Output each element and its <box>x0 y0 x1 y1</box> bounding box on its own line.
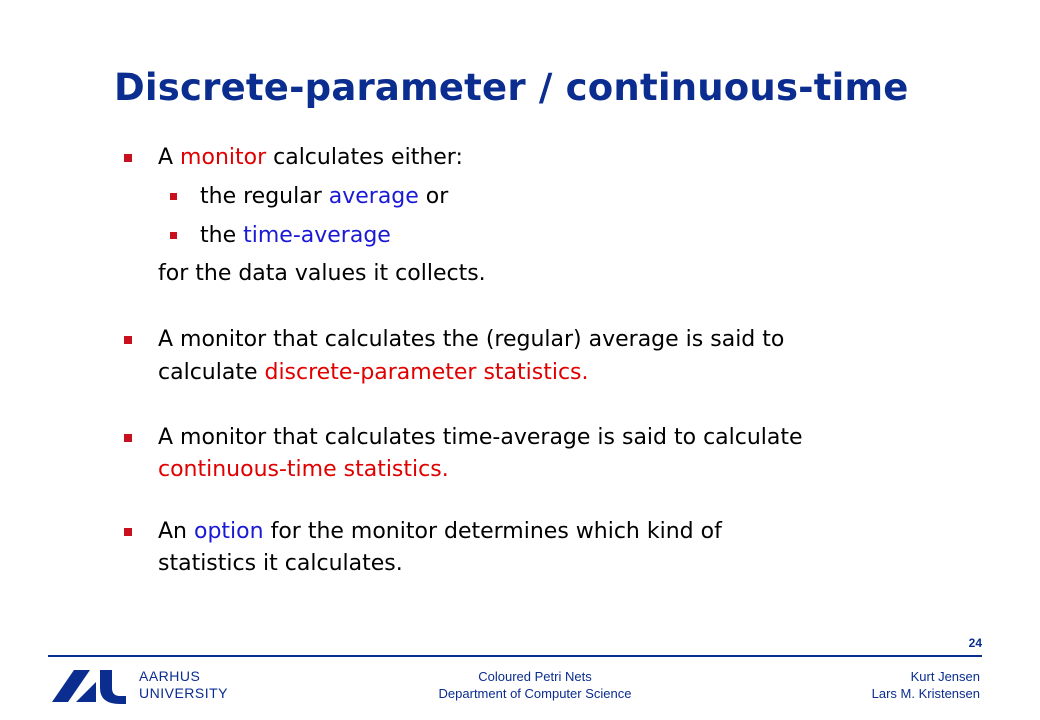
sub-bullet-2-text <box>200 221 391 251</box>
bullet-marker <box>124 434 132 442</box>
sub-bullet-marker <box>170 232 177 239</box>
bullet-3-line-1: A monitor that calculates time-average is said to calculate <box>158 425 803 450</box>
bullet-2-line-1: A monitor that calculates the (regular) average is said to <box>158 327 785 352</box>
sub-bullet-marker <box>170 193 177 200</box>
au-logo-mark-icon <box>52 666 132 706</box>
bullet-marker <box>124 154 132 162</box>
logo-text <box>139 668 228 702</box>
bullet-1-pre: A <box>158 145 181 170</box>
sub-bullet-1-pre: the regular <box>200 184 329 209</box>
page-number: 24 <box>968 636 982 650</box>
sub-bullet-2-pre: the <box>200 223 244 248</box>
bullet-1-continuation: for the data values it collects. <box>158 261 486 286</box>
footer-department: Department of Computer Science <box>438 686 632 701</box>
bullet-1-post: calculates either: <box>266 145 463 170</box>
bullet-1-highlight: monitor <box>180 145 267 170</box>
footer-course-title: Coloured Petri Nets <box>478 669 592 684</box>
bullet-2-pre: calculate <box>158 360 265 385</box>
footer-author-2: Lars M. Kristensen <box>871 686 980 701</box>
bullet-marker <box>124 336 132 344</box>
sub-bullet-1-highlight: average <box>328 184 419 209</box>
sub-bullet-2-highlight: time-average <box>243 223 391 248</box>
sub-bullet-1-text <box>200 182 448 212</box>
footer-authors <box>872 668 980 702</box>
bullet-4-pre: An <box>158 519 194 544</box>
bullet-2-line-2 <box>158 358 589 388</box>
logo-text-line-2: UNIVERSITY <box>139 685 229 701</box>
footer-author-1: Kurt Jensen <box>910 669 980 684</box>
bullet-4-post: for the monitor determines which kind of <box>263 519 722 544</box>
bullet-4-highlight: option <box>194 519 264 544</box>
slide-title: Discrete-parameter / continuous-time <box>114 66 909 109</box>
bullet-marker <box>124 528 132 536</box>
bullet-1-text <box>158 143 463 173</box>
footer-divider <box>48 655 982 657</box>
footer-center <box>380 668 690 702</box>
bullet-4-line-1 <box>158 517 722 547</box>
bullet-2-highlight: discrete-parameter statistics. <box>264 360 589 385</box>
bullet-4-line-2: statistics it calculates. <box>158 551 403 576</box>
logo-text-line-1: AARHUS <box>139 668 201 684</box>
bullet-3-highlight: continuous-time statistics. <box>158 457 449 482</box>
sub-bullet-1-post: or <box>418 184 449 209</box>
